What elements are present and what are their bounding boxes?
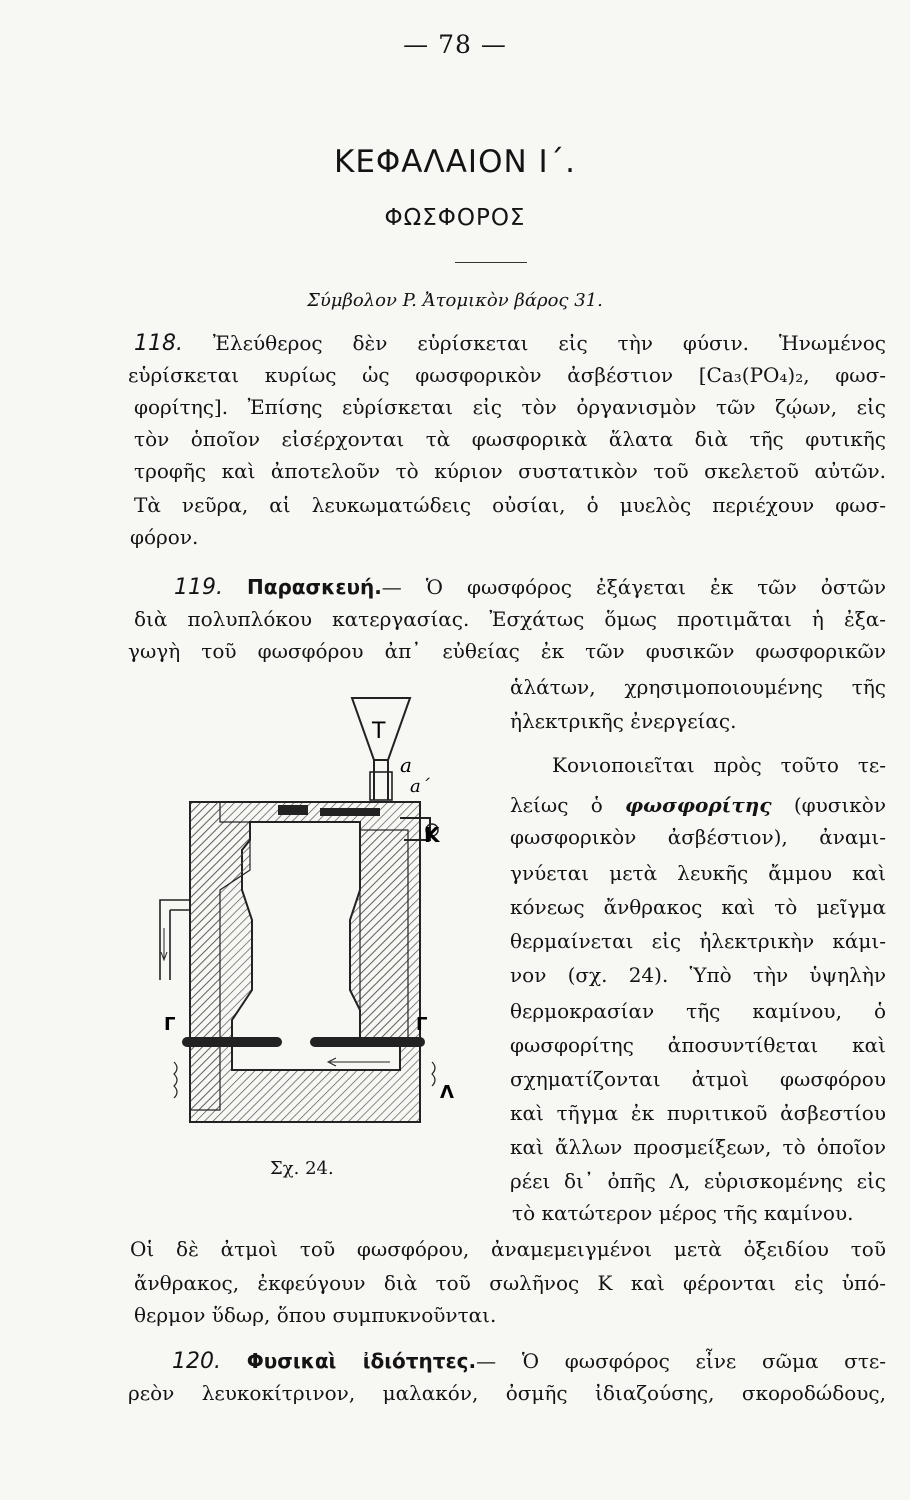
section-heading: Φυσικαὶ ἰδιότητες. — [246, 1349, 477, 1373]
paragraph-line: γωγὴ τοῦ φωσφόρου ἀπ᾽ εὐθείας ἐκ τῶν φυσικῶν φωσφορικῶν — [128, 639, 886, 663]
label-gamma-left: Γ — [164, 1014, 176, 1035]
symbol-line: Σύμβολον P. Ἀτομικὸν βάρος 31. — [307, 290, 603, 311]
line-text: — Ὁ φωσφόρος εἶνε σῶμα στε- — [476, 1349, 887, 1373]
paragraph-line: θερμαίνεται εἰς ἠλεκτρικὴν κάμι- — [510, 929, 886, 953]
paragraph-line — [134, 572, 886, 603]
line-text: λείως ὁ — [510, 793, 603, 817]
paragraph-line: εὑρίσκεται κυρίως ὡς φωσφορικὸν ἀσβέστιον [Ca₃(PO₄)₂, φωσ- — [128, 363, 886, 387]
electrode-left — [182, 1037, 282, 1047]
paragraph-line: καὶ ἄλλων προσμείξεων, τὸ ὁποῖον — [510, 1135, 886, 1159]
paragraph-line: Κονιοποιεῖται πρὸς τοῦτο τε- — [552, 753, 886, 777]
label-K: K — [424, 823, 440, 847]
paragraph-line: τροφῆς καὶ ἀποτελοῦν τὸ κύριον συστατικὸν τοῦ σκελετοῦ αὐτῶν. — [134, 459, 886, 483]
title-divider — [455, 262, 527, 263]
paragraph-line: Οἱ δὲ ἀτμοὶ τοῦ φωσφόρου, ἀναμεμειγμένοι μετὰ ὀξειδίου τοῦ — [130, 1237, 886, 1261]
paragraph-line: ἄνθρακος, ἐκφεύγουν διὰ τοῦ σωλῆνος Κ καὶ φέρονται εἰς ὑπό- — [134, 1271, 886, 1295]
label-a: a — [400, 753, 412, 777]
section-heading: Παρασκευή. — [247, 575, 382, 599]
paragraph-line: Τὰ νεῦρα, αἱ λευκωματώδεις οὐσίαι, ὁ μυελὸς περιέχουν φωσ- — [134, 493, 886, 517]
paragraph-line: ἁλάτων, χρησιμοποιουμένης τῆς — [510, 675, 886, 699]
paragraph-line: σχηματίζονται ἀτμοὶ φωσφόρου — [510, 1067, 886, 1091]
section-number: 118. — [134, 331, 183, 356]
paragraph-line — [134, 1346, 886, 1377]
electric-furnace-figure — [160, 690, 454, 1150]
chapter-heading: ΚΕΦΑΛΑΙΟΝ Ι΄. — [333, 144, 577, 180]
paragraph-line: ἠλεκτρικῆς ἐνεργείας. — [510, 709, 737, 733]
chapter-title: ΦΩΣΦΟΡΟΣ — [384, 205, 526, 231]
paragraph-line: νον (σχ. 24). Ὑπὸ τὴν ὑψηλὴν — [510, 963, 886, 987]
paragraph-line: κόνεως ἄνθρακος καὶ τὸ μεῖγμα — [510, 895, 886, 919]
emphasis-term: φωσφορίτης — [625, 793, 772, 817]
line-text: Ἐλεύθερος δὲν εὑρίσκεται εἰς τὴν φύσιν. Ἡνωμένος — [212, 331, 886, 355]
paragraph-line: καὶ τῆγμα ἐκ πυριτικοῦ ἀσβεστίου — [510, 1101, 886, 1125]
section-number: 120. — [172, 1349, 221, 1374]
paragraph-line: ρεὸν λευκοκίτρινον, μαλακόν, ὀσμῆς ἰδιαζούσης, σκοροδώδους, — [128, 1381, 886, 1405]
line-text: (φυσικὸν — [793, 793, 887, 817]
label-gamma-right: Γ — [416, 1014, 428, 1035]
paragraph-line: διὰ πολυπλόκου κατεργασίας. Ἐσχάτως ὅμως προτιμᾶται ἡ ἐξα- — [134, 607, 886, 631]
paragraph-line: ρέει δι᾽ ὀπῆς Λ, εὑρισκομένης εἰς — [510, 1169, 886, 1193]
paragraph-line — [134, 328, 886, 359]
page-number: — 78 — — [403, 30, 507, 59]
electrode-right — [310, 1037, 425, 1047]
line-text: — Ὁ φωσφόρος ἐξάγεται ἐκ τῶν ὀστῶν — [381, 575, 887, 599]
section-number: 119. — [174, 575, 223, 600]
paragraph-line: τὸν ὁποῖον εἰσέρχονται τὰ φωσφορικὰ ἅλατα διὰ τῆς φυτικῆς — [134, 427, 886, 451]
paragraph-line: τὸ κατώτερον μέρος τῆς καμίνου. — [512, 1201, 854, 1225]
label-lambda: Λ — [440, 1082, 454, 1103]
paragraph-line: φόρον. — [130, 525, 199, 549]
label-T: T — [372, 719, 386, 744]
paragraph-line: φωσφορικὸν ἀσβέστιον), ἀναμι- — [510, 825, 886, 849]
paragraph-line: θερμον ὕδωρ, ὅπου συμπυκνοῦνται. — [134, 1303, 497, 1327]
paragraph-line: θερμοκρασίαν τῆς καμίνου, ὁ — [510, 999, 886, 1023]
paragraph-line — [510, 790, 886, 820]
figure-caption: Σχ. 24. — [270, 1158, 334, 1179]
label-a-prime: a΄ — [410, 776, 430, 797]
paragraph-line: φωσφορίτης ἀποσυντίθεται καὶ — [510, 1033, 886, 1057]
paragraph-line: φορίτης]. Ἐπίσης εὑρίσκεται εἰς τὸν ὀργανισμὸν τῶν ζῴων, εἰς — [134, 395, 886, 419]
paragraph-line: γνύεται μετὰ λευκῆς ἄμμου καὶ — [510, 861, 886, 885]
